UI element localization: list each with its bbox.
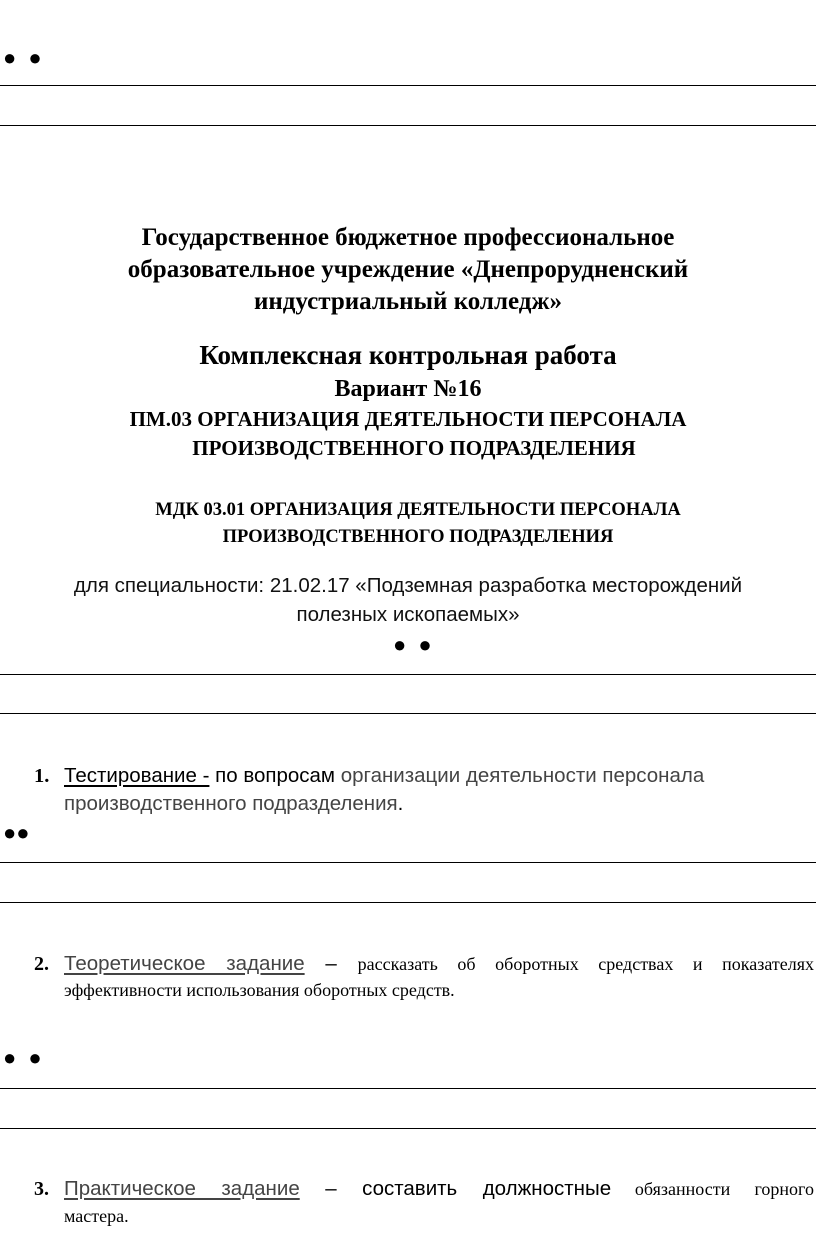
- task-dash: –: [304, 952, 358, 975]
- bullet-marks: ● ●: [3, 1045, 45, 1070]
- divider-line: [0, 713, 816, 714]
- task-label: Теоретическое задание: [64, 952, 305, 975]
- organization-name: [0, 222, 816, 318]
- task-body: [64, 762, 814, 818]
- task-body: [64, 950, 814, 1002]
- task-text: составить должностные: [362, 1177, 612, 1200]
- task-text: мастера.: [64, 1206, 129, 1226]
- task-text: обязанности горного: [634, 1179, 814, 1199]
- task-text: рассказать об оборотных средствах и показателях: [357, 954, 815, 974]
- document-title: Комплексная контрольная работа: [199, 340, 617, 370]
- org-line: индустриальный колледж»: [253, 288, 563, 315]
- task-text: производственного подразделения: [64, 792, 398, 815]
- specialty-line: полезных ископаемых»: [296, 603, 520, 626]
- divider-line: [0, 902, 816, 903]
- specialty-info: [0, 571, 816, 629]
- task-number: 2.: [34, 953, 49, 975]
- course-line: ПРОИЗВОДСТВЕННОГО ПОДРАЗДЕЛЕНИЯ: [222, 527, 614, 547]
- bullet-marks: ● ●: [393, 632, 435, 657]
- variant-number: Вариант №16: [334, 376, 482, 402]
- course-line: МДК 03.01 ОРГАНИЗАЦИЯ ДЕЯТЕЛЬНОСТИ ПЕРСОНАЛА: [155, 500, 681, 520]
- divider-line: [0, 1128, 816, 1129]
- module-line: ПМ.03 ОРГАНИЗАЦИЯ ДЕЯТЕЛЬНОСТИ ПЕРСОНАЛА: [129, 407, 687, 431]
- divider-line: [0, 1088, 816, 1089]
- org-line: Государственное бюджетное профессиональное: [141, 224, 675, 251]
- divider-line: [0, 125, 816, 126]
- task-text: эффективности использования оборотных средств.: [64, 980, 455, 1000]
- bullet-marks: ● ●: [3, 45, 45, 70]
- task-dash: –: [299, 1177, 363, 1200]
- task-text: по вопросам: [209, 764, 341, 787]
- org-line: образовательное учреждение «Днепрорудненский: [127, 256, 689, 283]
- divider-line: [0, 85, 816, 86]
- task-label: Тестирование -: [64, 764, 210, 787]
- divider-line: [0, 674, 816, 675]
- module-line: ПРОИЗВОДСТВЕННОГО ПОДРАЗДЕЛЕНИЯ: [192, 436, 636, 460]
- task-number: 1.: [34, 765, 50, 787]
- module-title: [0, 405, 816, 463]
- course-title: [0, 497, 816, 551]
- task-number: 3.: [34, 1178, 49, 1200]
- divider-line: [0, 862, 816, 863]
- task-text: организации деятельности персонала: [340, 764, 705, 787]
- specialty-line: для специальности: 21.02.17 «Подземная разработка месторождений: [73, 574, 743, 597]
- task-body: [64, 1175, 814, 1227]
- task-text: .: [397, 792, 404, 815]
- task-label: Практическое задание: [64, 1177, 300, 1200]
- bullet-marks: ●●: [3, 820, 30, 845]
